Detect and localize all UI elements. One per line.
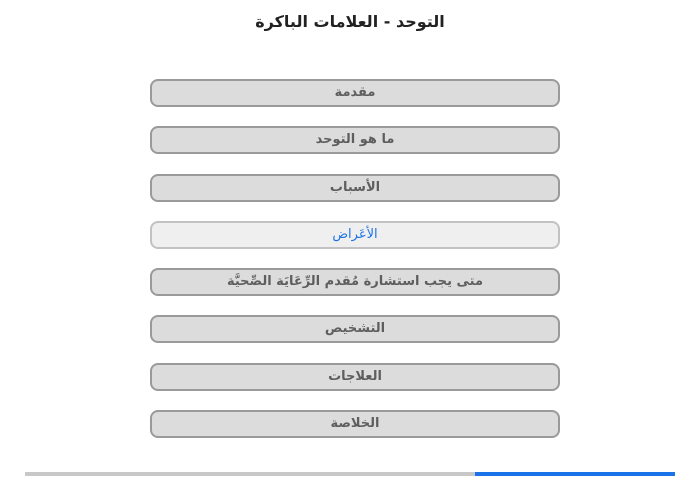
menu-item-when-to-consult[interactable]: متى يجب استشارة مُقدم الرِّعَايَة الصِّحيَّة xyxy=(150,268,560,296)
menu-item-diagnosis[interactable]: التشخيص xyxy=(150,315,560,343)
page-title: التوحد - العلامات الباكرة xyxy=(255,12,445,31)
progress-bar-fill xyxy=(475,472,675,476)
menu-item-symptoms[interactable]: الأعَراض xyxy=(150,221,560,249)
topic-menu xyxy=(150,79,560,457)
progress-bar xyxy=(25,472,675,476)
menu-item-what-is-autism[interactable]: ما هو التوحد xyxy=(150,126,560,154)
menu-item-treatments[interactable]: العلاجات xyxy=(150,363,560,391)
menu-item-introduction[interactable]: مقدمة xyxy=(150,79,560,107)
menu-item-causes[interactable]: الأسباب xyxy=(150,174,560,202)
menu-item-summary[interactable]: الخلاصة xyxy=(150,410,560,438)
